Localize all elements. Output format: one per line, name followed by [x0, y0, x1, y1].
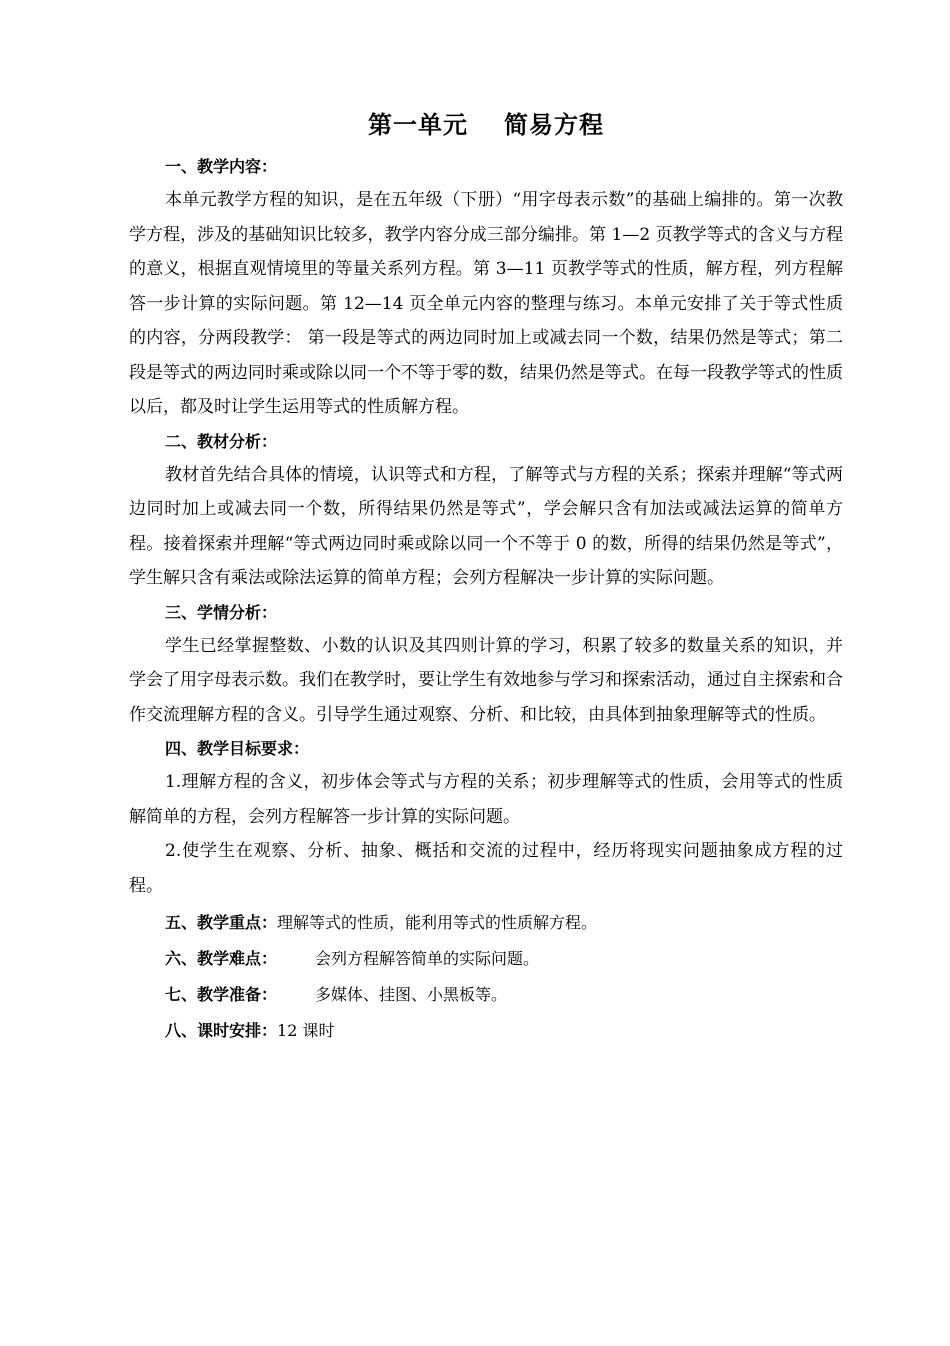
schedule-text: 12 课时	[277, 1021, 335, 1040]
section-paragraph-material-analysis: 教材首先结合具体的情境，认识等式和方程，了解等式与方程的关系；探索并理解“等式两边同时加上或减去同一个数，所得结果仍然是等式”，学会解只含有加法或减法运算的简单方程。接着探索并理解“等式两边同时乘或除以同一个不等于 0 的数，所得的结果仍然是等式”，学生解只含有乘法或除法运算的简单方程；会列方程解决一步计算的实际问题。	[129, 464, 843, 588]
section-heading-teaching-goals: 四、教学目标要求：	[165, 739, 310, 758]
difficulties-heading: 六、教学难点：	[165, 949, 278, 968]
section-heading-material-analysis: 二、教材分析：	[165, 431, 278, 451]
document-page	[129, 108, 843, 1049]
section-heading-student-analysis: 三、学情分析：	[165, 602, 278, 622]
section-paragraph-teaching-content: 本单元教学方程的知识，是在五年级（下册）“用字母表示数”的基础上编排的。第一次教学方程，涉及的基础知识比较多，教学内容分成三部分编排。第 1—2 页教学等式的含义与方程的意义，根据直观情境里的等量关系列方程。第 3—11 页教学等式的性质，解方程，列方程解答一步计算的实际问题。第 12—14 页全单元内容的整理与练习。本单元安排了关于等式性质的内容，分两段教学： 第一段是等式的两边同时加上或减去同一个数，结果仍然是等式；第二段是等式的两边同时乘或除以同一个不等于零的数，结果仍然是等式。在每一段教学等式的性质以后，都及时让学生运用等式的性质解方程。	[129, 190, 843, 417]
section-paragraph-student-analysis: 学生已经掌握整数、小数的认识及其四则计算的学习，积累了较多的数量关系的知识，并学会了用字母表示数。我们在教学时，要让学生有效地参与学习和探索活动，通过自主探索和合作交流理解方程的含义。引导学生通过观察、分析、和比较，由具体到抽象理解等式的性质。	[129, 635, 843, 725]
section-difficulties	[129, 941, 843, 977]
schedule-heading: 八、课时安排：	[165, 1021, 278, 1040]
title-topic: 简易方程	[504, 111, 604, 139]
key-points-heading: 五、教学重点：	[165, 913, 278, 932]
difficulties-text: 会列方程解答简单的实际问题。	[315, 949, 540, 968]
preparation-text: 多媒体、挂图、小黑板等。	[315, 985, 508, 1004]
section-heading-teaching-content: 一、教学内容：	[165, 157, 278, 176]
title-unit: 第一单元	[368, 111, 468, 139]
preparation-heading: 七、教学准备：	[165, 985, 278, 1004]
section-key-points	[129, 905, 843, 941]
teaching-goal-item-1: 1.理解方程的含义，初步体会等式与方程的关系；初步理解等式的性质，会用等式的性质解简单的方程，会列方程解答一步计算的实际问题。	[129, 772, 843, 827]
section-preparation	[129, 977, 843, 1013]
section-schedule	[129, 1013, 843, 1049]
teaching-goal-item-2: 2.使学生在观察、分析、抽象、概括和交流的过程中，经历将现实问题抽象成方程的过程。	[129, 841, 843, 896]
key-points-text: 理解等式的性质，能利用等式的性质解方程。	[277, 913, 598, 932]
document-title	[129, 108, 843, 142]
